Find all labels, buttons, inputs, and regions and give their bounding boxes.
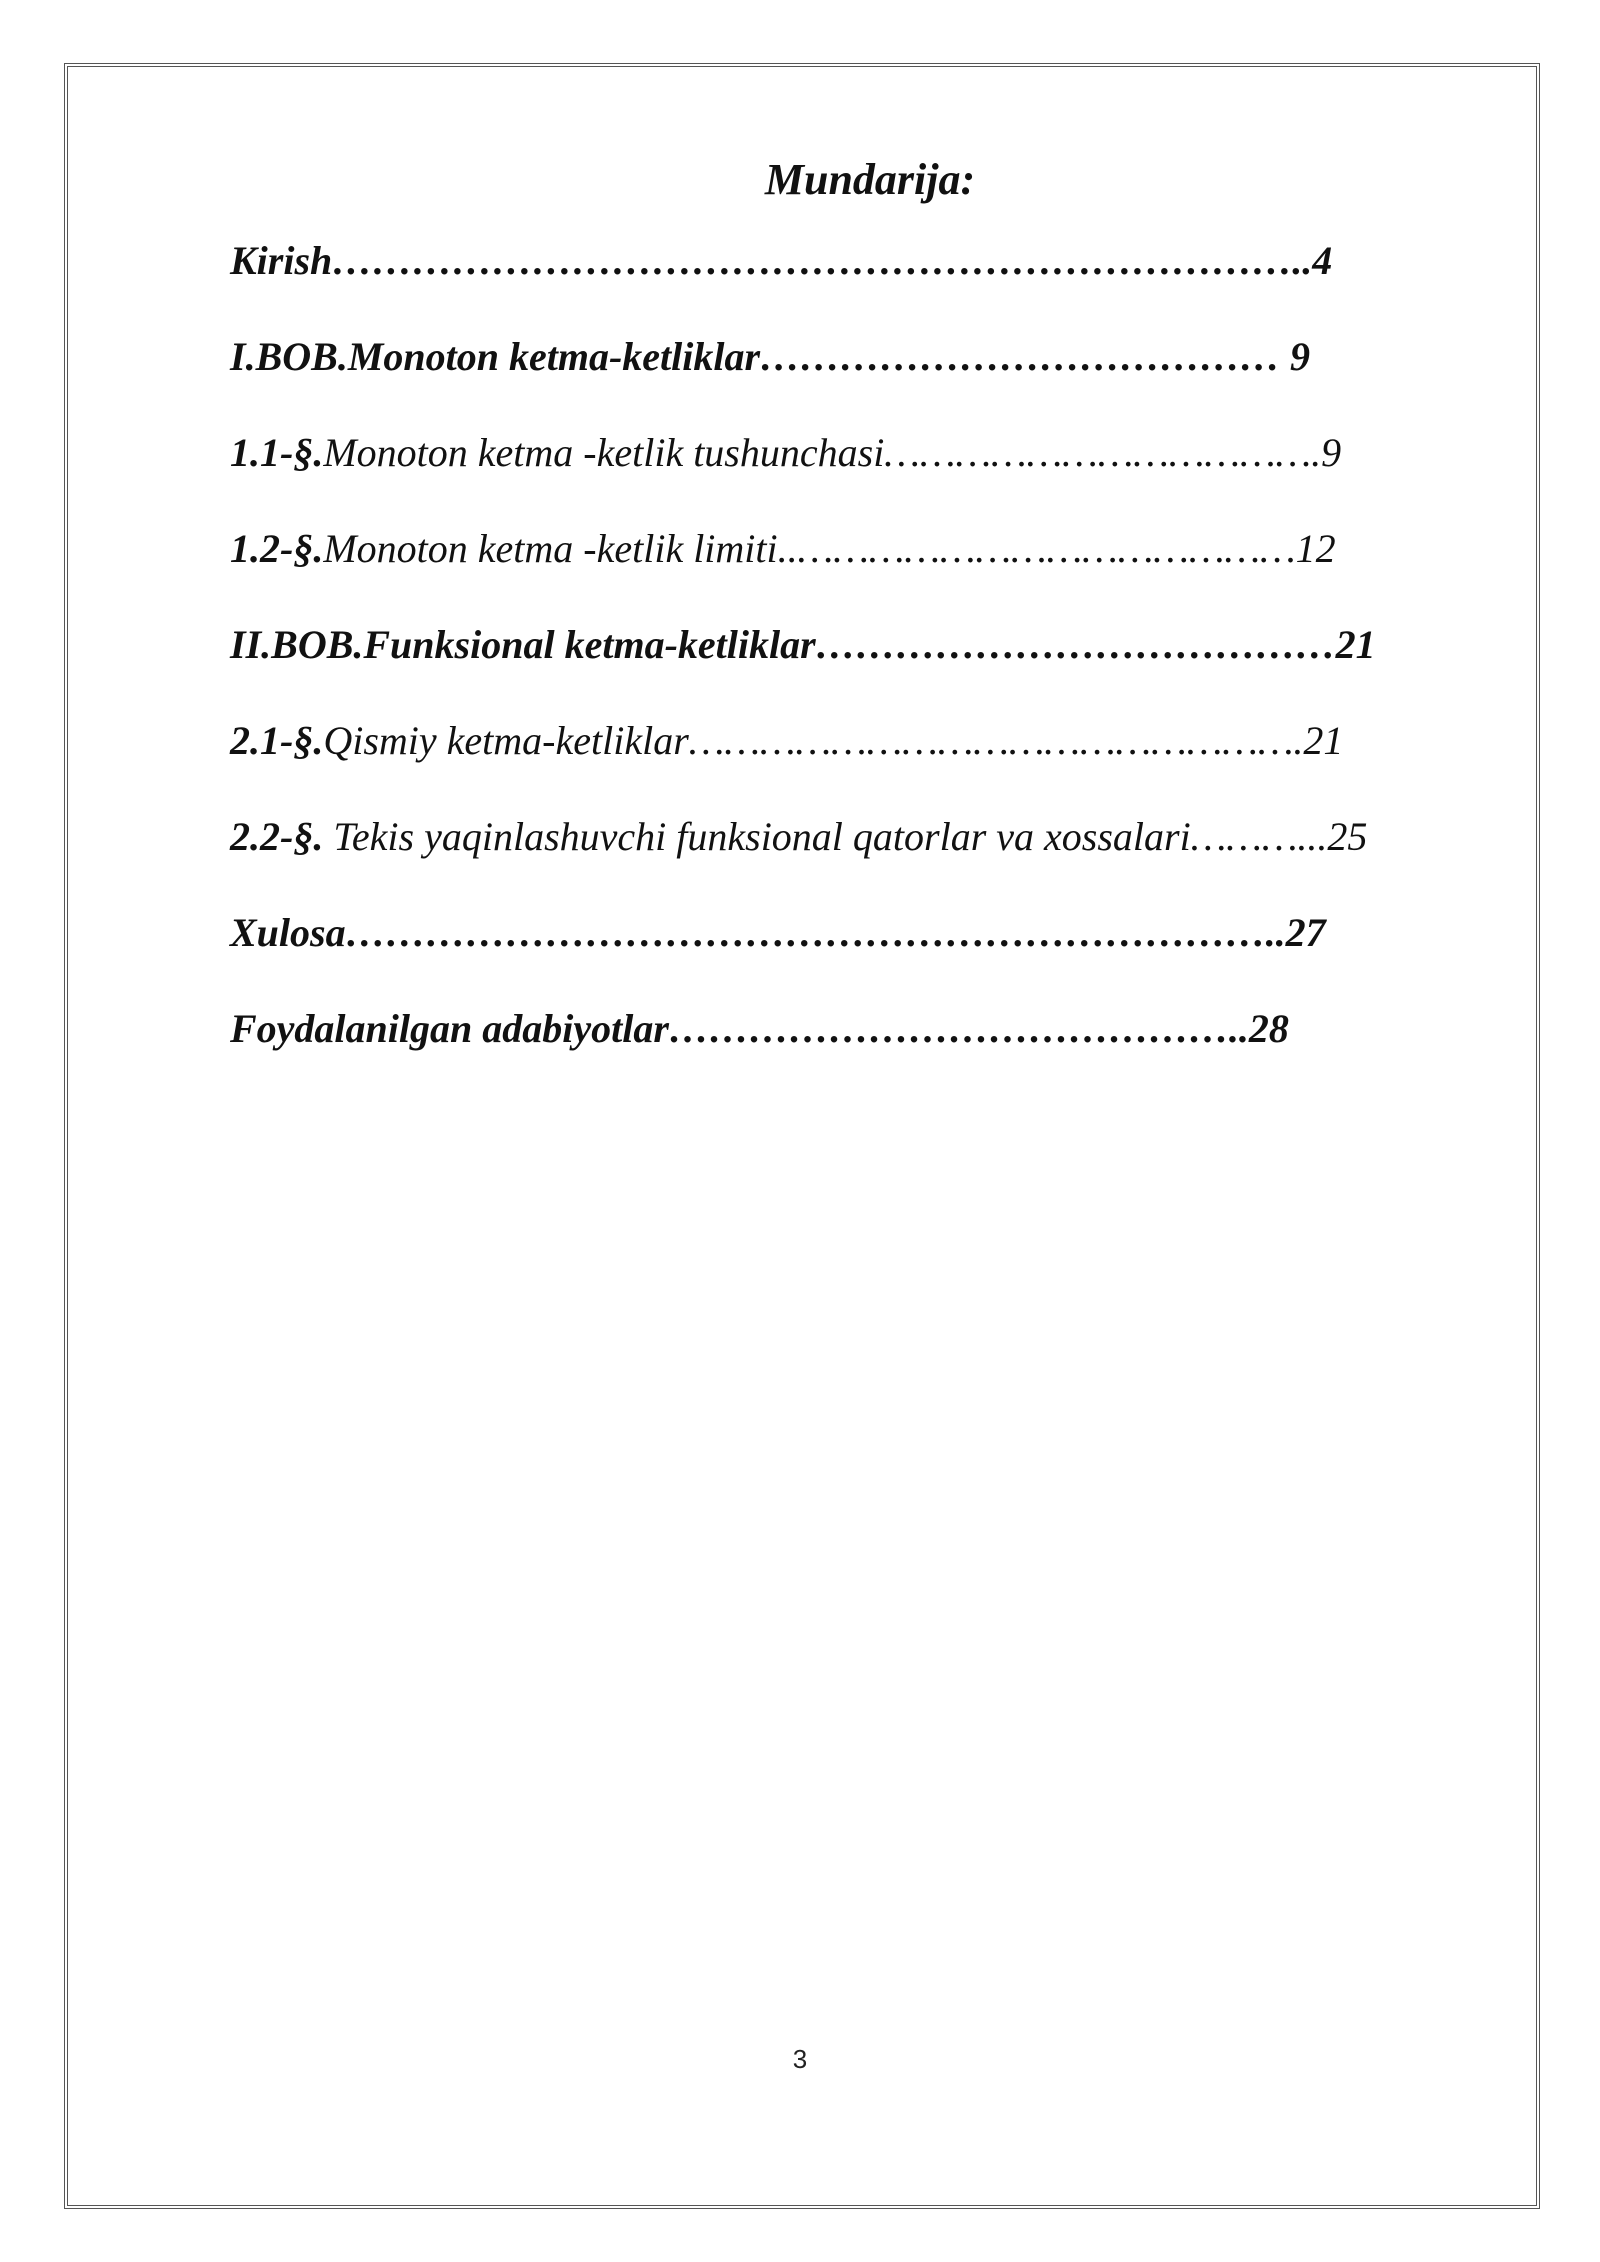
page-number: 3 [792,2044,808,2074]
toc-entry-text: Kirish………………………………………………………………..4 [230,238,1333,283]
toc-entry-text: I.BOB.Monoton ketma-ketliklar………………………………… 9 [230,334,1311,379]
toc-list [230,225,1470,1065]
toc-title: Mundarija: [764,155,976,204]
section-number: 1.1-§. [230,430,324,475]
section-number: 2.1-§. [230,718,324,763]
toc-entry-section-2-2 [230,801,1470,873]
toc-entry-text: Xulosa……………………………………………………………..27 [230,910,1326,955]
toc-entry-text: Tekis yaqinlashuvchi funksional qatorlar va xossalari………...25 [323,814,1368,859]
toc-entry-section-1-1 [230,417,1470,489]
toc-entry-kirish [230,225,1470,297]
table-of-contents [230,145,1470,1089]
toc-entry-section-2-1 [230,705,1470,777]
section-number: 1.2-§. [230,526,324,571]
toc-entry-text: Qismiy ketma-ketliklar…………………………………………….21 [323,718,1344,763]
toc-entry-adabiyotlar [230,993,1470,1065]
toc-entry-text: Monoton ketma -ketlik tushunchasi……………………………….9 [323,430,1342,475]
toc-entry-chapter-2 [230,609,1470,681]
toc-entry-xulosa [230,897,1470,969]
toc-entry-section-1-2 [230,513,1470,585]
toc-entry-text: Monoton ketma -ketlik limiti..……………………………………12 [323,526,1336,571]
toc-entry-chapter-1 [230,321,1470,393]
toc-entry-text: II.BOB.Funksional ketma-ketliklar…………………………………21 [230,622,1376,667]
toc-entry-text: Foydalanilgan adabiyotlar……………………………………..28 [230,1006,1289,1051]
section-number: 2.2-§. [230,814,324,859]
